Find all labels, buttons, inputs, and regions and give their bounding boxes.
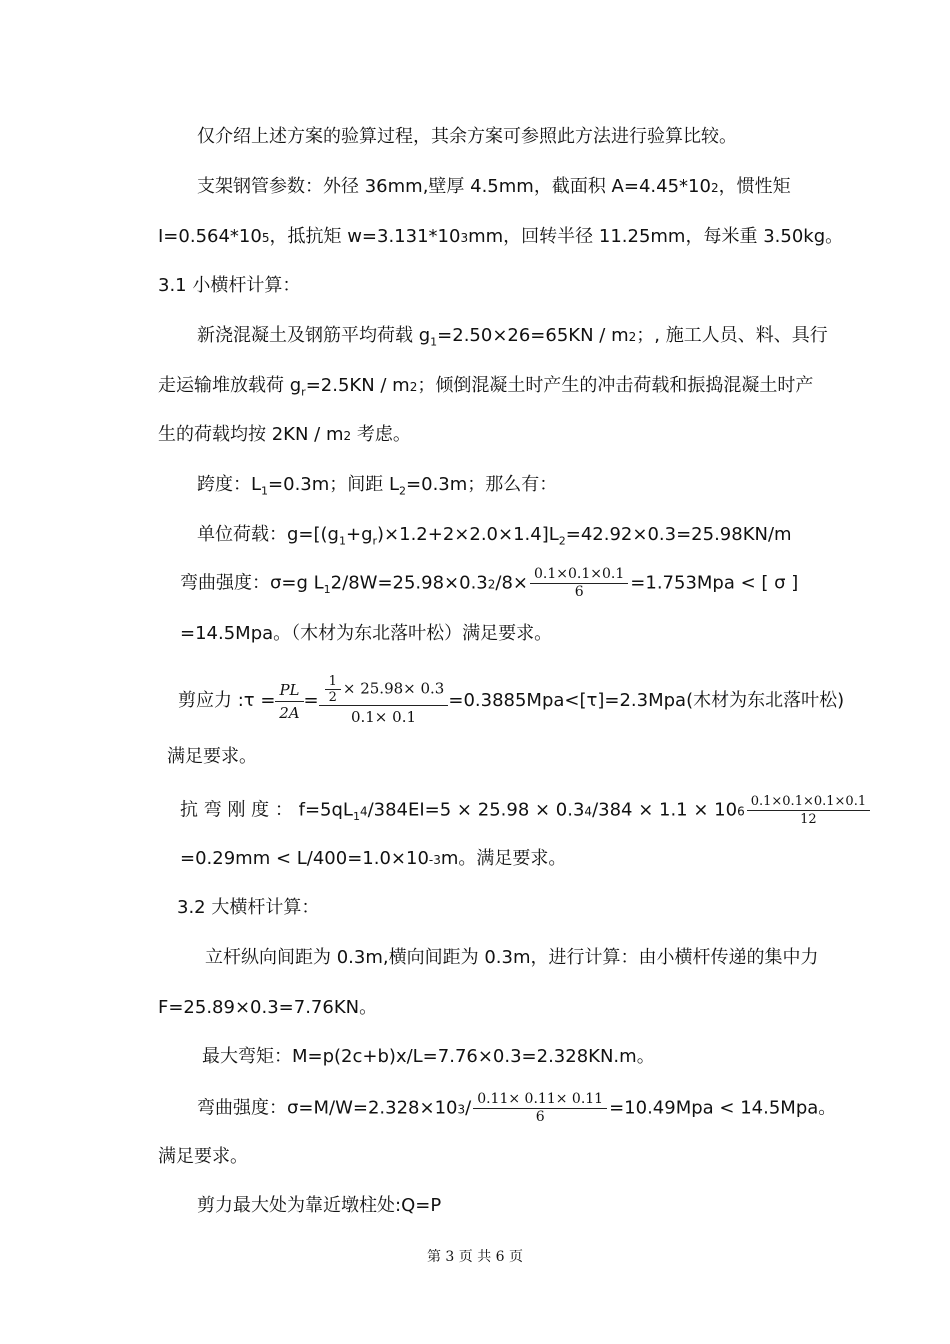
- fraction-stiffness: $\frac{0.1\times 0.1\times 0.1\times 0.1}{12}$: [747, 793, 870, 828]
- spacing-line: 立杆纵向间距为 0.3m,横向间距为 0.3m，进行计算：由小横杆传递的集中力: [205, 947, 819, 968]
- unit-load-line: 单位荷载：$g=[(g_1+g_r)\times 1.2+2\times 2.0\times 1.4]L_2=42.92\times 0.3=25.98KN/m$: [197, 524, 792, 548]
- steel-pipe-params-line2: I=0.564*105，抵抗矩 w=3.131*103mm，回转半径 11.25mm，每米重 3.50kg。: [158, 226, 844, 247]
- paragraph-intro: 仅介绍上述方案的验算过程，其余方案可参照此方法进行验算比较。: [197, 126, 737, 147]
- section-heading-3-2: 3.2 大横杆计算：: [177, 897, 320, 918]
- stiffness-conclusion: =0.29mm < L/400=1.0×10-3m。满足要求。: [180, 848, 567, 869]
- stiffness-line: 抗 弯 刚 度 ： $f=5qL_14/384EI=5 \times 25.98 \times 0.34/384 \times 1.1 \times 106$ $\frac{0.1\times 0.1\times 0.1\times 0.1}{12}$: [180, 793, 872, 830]
- shear-stress-line: 剪应力 :τ = $\frac{PL}{2A}$ = $\frac{1}{2}$ × 25.98× 0.3 0.1× 0.1 =0.3885Mpa<[τ]=2.3Mpa(木材为东北落叶松): [178, 674, 845, 726]
- load-line1: 新浇混凝土及钢筋平均荷载 $g_1=2.50\times 26=65KN / m2$；, 施工人员、料、具行: [197, 325, 828, 349]
- fraction-bending: $\frac{0.1\times 0.1\times 0.1}{6}$: [530, 566, 628, 601]
- span-line: 跨度：$L_1=0.3m$；间距 $L_2=0.3m$；那么有：: [197, 474, 558, 498]
- fraction-pl-2a: $\frac{PL}{2A}$: [275, 679, 303, 724]
- load-line3: 生的荷载均按 2KN / m2 考虑。: [158, 424, 411, 445]
- force-line: F=25.89×0.3=7.76KN。: [158, 997, 378, 1018]
- fraction-large-bending: $\frac{0.11\times 0.11\times 0.11}{6}$: [473, 1091, 607, 1126]
- fraction-shear: $\frac{1}{2}$ × 25.98× 0.3 0.1× 0.1: [319, 674, 449, 728]
- section-heading-3-1: 3.1 小横杆计算：: [158, 275, 301, 296]
- fraction-half: $\frac{1}{2}$: [325, 674, 341, 705]
- max-shear-line: 剪力最大处为靠近墩柱处:Q=P: [197, 1195, 442, 1216]
- page-footer: 第 3 页 共 6 页: [426, 1249, 524, 1265]
- bending-strength-line: 弯曲强度：σ=g $L_12/8W=25.98\times 0.32/8\times$ $\frac{0.1\times 0.1\times 0.1}{6}$ =1.753Mpa < [ σ ]: [180, 566, 799, 600]
- large-bending-line: 弯曲强度：σ=M/W=2.328×103/ $\frac{0.11\times 0.11\times 0.11}{6}$ =10.49Mpa < 14.5Mpa。: [197, 1091, 837, 1125]
- bending-conclusion: =14.5Mpa。（木材为东北落叶松）满足要求。: [180, 623, 553, 644]
- steel-pipe-params-line1: 支架钢管参数：外径 36mm,壁厚 4.5mm，截面积 A=4.45*102，惯性矩: [197, 176, 791, 197]
- max-moment-line: 最大弯矩：M=p(2c+b)x/L=7.76×0.3=2.328KN.m。: [202, 1046, 655, 1067]
- large-bending-conclusion: 满足要求。: [158, 1146, 248, 1167]
- load-line2: 走运输堆放载荷 $g_r=2.5KN / m2$；倾倒混凝土时产生的冲击荷载和振捣混凝土时产: [158, 375, 814, 399]
- shear-conclusion: 满足要求。: [167, 746, 257, 767]
